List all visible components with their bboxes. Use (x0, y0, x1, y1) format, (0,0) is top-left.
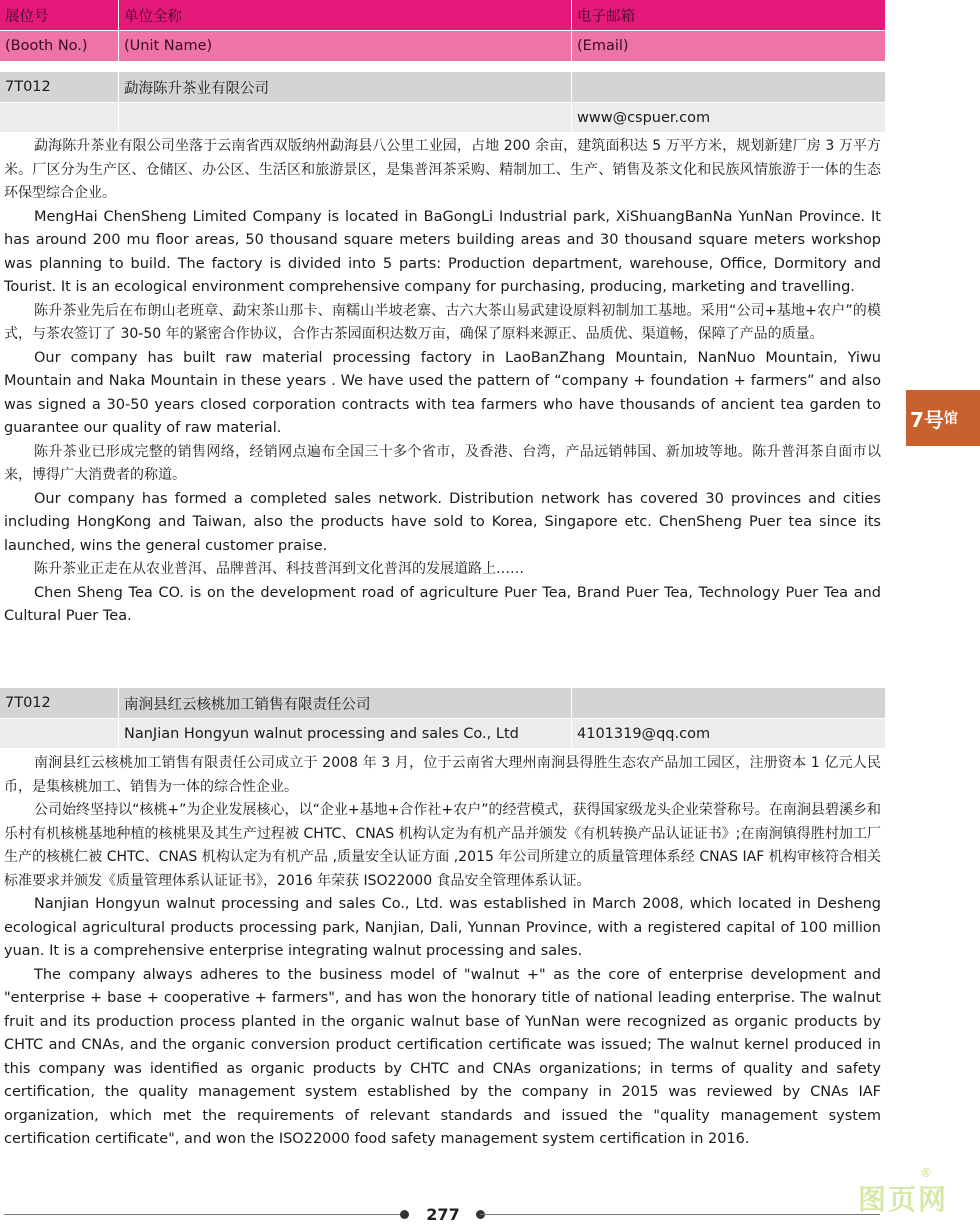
table-header-cn (0, 0, 885, 30)
entry-1-row-1 (0, 72, 885, 102)
entry-2-name-cn: 南涧县红云核桃加工销售有限责任公司 (118, 688, 571, 718)
entry-1-name-en (118, 103, 571, 132)
footer-divider-right (480, 1214, 880, 1215)
paragraph: Our company has formed a completed sales network. Distribution network has covered 30 provinces and cities including HongKong and Taiwan, also the products have sold to Korea, Singapore etc. ChenSheng Puer tea since its launched, wins the general customer praise. (4, 490, 881, 554)
paragraph: 勐海陈升茶业有限公司坐落于云南省西双版纳州勐海县八公里工业园，占地 200 余亩，建筑面积达 5 万平方米，规划新建厂房 3 万平方米。厂区分为生产区、仓储区、办公区、生活区和旅游景区，是集普洱茶采购、精制加工、生产、销售及茶文化和民族风情旅游于一体的生态环保型综合企业。 (4, 138, 881, 201)
entry-2-description (4, 752, 881, 1152)
entry-2-blank (0, 719, 118, 748)
watermark-text: 图页网 (858, 1183, 949, 1216)
entry-2-email[interactable]: 4101319@qq.com (571, 719, 885, 748)
header-email-cn: 电子邮箱 (571, 0, 885, 30)
paragraph: 陈升茶业先后在布朗山老班章、勐宋茶山那卡、南糯山半坡老寨、古六大茶山易武建设原料初制加工基地。采用“公司+基地+农户”的模式，与茶农签订了 30-50 年的紧密合作协议，合作古茶园面积达数万亩，确保了原料来源正、品质优、渠道畅，保障了产品的质量。 (4, 302, 881, 342)
page-number: 277 (426, 1205, 460, 1224)
paragraph: The company always adheres to the business model of "walnut +" as the core of enterprise development and "enterprise + base + cooperative + farmers", and has won the honorary title of national leading enterprise. The walnut fruit and its production process planted in the organic walnut base of YunNan were recognized as organic products by CHTC and CNAs, and the organic conversion product certification certificate was issued; The walnut kernel produced in this company was identified as organic products by CHTC and CNAs organizations; in terms of quality and safety certification, the quality management system established by the company in 2015 was reviewed by CNAs IAF organization, which met the requirements of relevant standards and issued the "quality management system certification certificate", and won the ISO22000 food safety management system certification in 2016. (4, 966, 881, 1147)
header-name-cn: 单位全称 (118, 0, 571, 30)
paragraph: MengHai ChenSheng Limited Company is located in BaGongLi Industrial park, XiShuangBanNa YunNan Province. It has around 200 mu floor areas, 50 thousand square meters building areas and 30 thousand square meters workshop was planning to build. The factory is divided into 5 parts: Production department, warehouse, Office, Dormitory and Tourist. It is an ecological environment comprehensive company for purchasing, producing, marketing and travelling. (4, 208, 881, 295)
entry-1-description (4, 135, 881, 629)
paragraph: Chen Sheng Tea CO. is on the development road of agriculture Puer Tea, Brand Puer Tea, Technology Puer Tea and Cultural Puer Tea. (4, 584, 881, 624)
paragraph: Nanjian Hongyun walnut processing and sales Co., Ltd. was established in March 2008, which located in Desheng ecological agricultural products processing park, Nanjian, Dali, Yunnan Province, with a registered capital of 100 million yuan. It is a comprehensive enterprise integrating walnut processing and sales. (4, 896, 881, 959)
entry-1-booth: 7T012 (5, 79, 51, 95)
entry-2-booth: 7T012 (5, 695, 51, 711)
registered-mark: ® (920, 1166, 934, 1180)
paragraph: 陈升茶业正走在从农业普洱、品牌普洱、科技普洱到文化普洱的发展道路上…… (34, 561, 524, 577)
entry-1-row-2 (0, 103, 885, 132)
entry-1-blank (0, 103, 118, 132)
entry-1-email[interactable]: www@cspuer.com (571, 103, 885, 132)
entry-2-email-blank (571, 688, 885, 718)
paragraph: 公司始终坚持以“核桃+”为企业发展核心，以“企业+基地+合作社+农户”的经营模式，获得国家级龙头企业荣誉称号。在南涧县碧溪乡和乐村有机核桃基地种植的核桃果及其生产过程被 CHTC、CNAS 机构认定为有机产品并颁发《有机转换产品认证证书》;在南涧镇得胜村加工厂生产的核桃仁被 CHTC、CNAS 机构认定为有机产品 ,质量安全认证方面 ,2015 年公司所建立的质量管理体系经 CNAS IAF 机构审核符合相关标准要求并颁发《质量管理体系认证证书》，2016 年荣获 ISO22000 食品安全管理体系认证。 (4, 802, 881, 889)
header-booth-cn: 展位号 (5, 8, 49, 25)
paragraph: 南涧县红云核桃加工销售有限责任公司成立于 2008 年 3 月，位于云南省大理州南涧县得胜生态农产品加工园区，注册资本 1 亿元人民币，是集核桃加工、销售为一体的综合性企业。 (4, 755, 881, 795)
paragraph: 陈升茶业已形成完整的销售网络，经销网点遍布全国三十多个省市，及香港、台湾，产品远销韩国、新加坡等地。陈升普洱茶自面市以来，博得广大消费者的称道。 (4, 443, 881, 483)
entry-2-row-1 (0, 688, 885, 718)
entry-2-name-en: NanJian Hongyun walnut processing and sales Co., Ltd (118, 719, 571, 748)
table-header-en (0, 31, 885, 61)
header-email-en: (Email) (571, 31, 885, 61)
header-name-en: (Unit Name) (118, 31, 571, 61)
hall-tab-label: 馆 (943, 411, 958, 427)
entry-1-name-cn: 勐海陈升茶业有限公司 (118, 72, 571, 102)
entry-2-row-2 (0, 719, 885, 748)
footer-dot-left (400, 1210, 409, 1219)
header-booth-en: (Booth No.) (5, 38, 88, 54)
hall-tab-number: 7号 (910, 407, 944, 432)
entry-1-email-blank (571, 72, 885, 102)
watermark-logo (858, 1166, 968, 1218)
footer-divider-left (4, 1214, 402, 1215)
hall-tab (906, 390, 980, 446)
paragraph: Our company has built raw material processing factory in LaoBanZhang Mountain, NanNuo Mountain, Yiwu Mountain and Naka Mountain in these years . We have used the pattern of “company + foundation + farmers” and also was signed a 30-50 years closed corporation contracts with tea farmers who have thousands of ancient tea garden to guarantee our quality of raw material. (4, 349, 881, 436)
